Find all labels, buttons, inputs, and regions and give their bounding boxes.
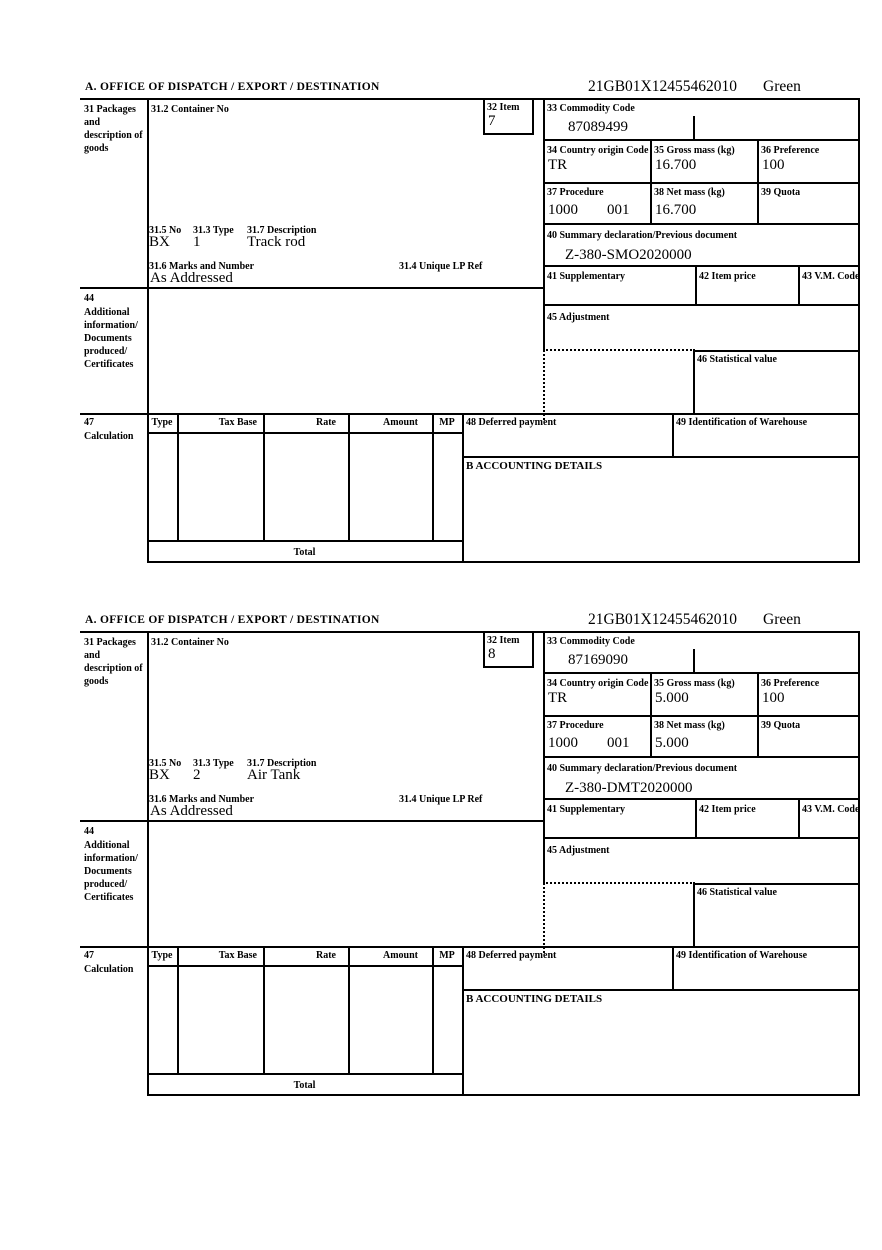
form-line bbox=[543, 837, 860, 839]
form-line bbox=[798, 798, 800, 839]
preference-label: 36 Preference bbox=[761, 678, 820, 689]
calc-col-rate: Rate bbox=[316, 950, 336, 961]
form-line bbox=[695, 265, 697, 306]
form-line bbox=[543, 98, 545, 352]
statistical-value-label: 46 Statistical value bbox=[697, 887, 777, 898]
item-box-label: 32 Item bbox=[487, 635, 520, 646]
form-line bbox=[543, 139, 860, 141]
form-line bbox=[177, 946, 179, 1075]
form-line bbox=[147, 1073, 462, 1075]
commodity-code-value: 87169090 bbox=[568, 652, 628, 668]
form-line bbox=[147, 561, 860, 563]
form-line bbox=[532, 98, 534, 135]
calc-col-amount: Amount bbox=[382, 417, 418, 428]
form-line bbox=[462, 989, 860, 991]
description-label: 31.7 Description bbox=[247, 225, 317, 236]
description-value: Track rod bbox=[247, 234, 306, 250]
supplementary-label: 41 Supplementary bbox=[547, 804, 626, 815]
total-label: Total bbox=[293, 1080, 316, 1091]
preference-value: 100 bbox=[762, 157, 785, 173]
form-line bbox=[483, 98, 485, 135]
form-line bbox=[177, 413, 179, 542]
form-line bbox=[263, 413, 265, 542]
procedure-label: 37 Procedure bbox=[547, 187, 604, 198]
form-line bbox=[757, 672, 759, 758]
gross-mass-label: 35 Gross mass (kg) bbox=[654, 145, 735, 156]
box-44-label: Additional information/ Documents produced/ Certificates bbox=[84, 840, 138, 903]
calc-col-mp: MP bbox=[439, 417, 455, 428]
package-no-label: 31.5 No bbox=[149, 225, 182, 236]
accounting-details-label: B ACCOUNTING DETAILS bbox=[466, 993, 603, 1005]
country-origin-label: 34 Country origin Code bbox=[547, 678, 649, 689]
commodity-code-value: 87089499 bbox=[568, 119, 628, 135]
form-line bbox=[483, 133, 534, 135]
commodity-code-label: 33 Commodity Code bbox=[547, 636, 635, 647]
item-price-label: 42 Item price bbox=[699, 271, 756, 282]
form-line bbox=[693, 350, 860, 352]
form-line bbox=[147, 1094, 860, 1096]
statistical-value-label: 46 Statistical value bbox=[697, 354, 777, 365]
dotted-line bbox=[543, 349, 695, 351]
gross-mass-value: 16.700 bbox=[655, 157, 697, 173]
procedure-label: 37 Procedure bbox=[547, 720, 604, 731]
form-line bbox=[80, 98, 860, 100]
mrn-value: 21GB01X12455462010 bbox=[588, 611, 737, 628]
routing-value: Green bbox=[763, 78, 801, 95]
gross-mass-label: 35 Gross mass (kg) bbox=[654, 678, 735, 689]
dotted-line bbox=[543, 882, 695, 884]
marks-label: 31.6 Marks and Number bbox=[149, 261, 255, 272]
net-mass-label: 38 Net mass (kg) bbox=[654, 720, 725, 731]
preference-value: 100 bbox=[762, 690, 785, 706]
calc-col-mp: MP bbox=[439, 950, 455, 961]
description-label: 31.7 Description bbox=[247, 758, 317, 769]
box-47-label: Calculation bbox=[84, 431, 134, 442]
office-of-dispatch-header: A. OFFICE OF DISPATCH / EXPORT / DESTINATION bbox=[85, 81, 380, 93]
calc-col-amount: Amount bbox=[382, 950, 418, 961]
calc-col-type: Type bbox=[151, 950, 173, 961]
form-line bbox=[348, 946, 350, 1075]
form-line bbox=[80, 413, 860, 415]
marks-value: As Addressed bbox=[150, 270, 233, 286]
net-mass-label: 38 Net mass (kg) bbox=[654, 187, 725, 198]
form-line bbox=[757, 139, 759, 225]
item-box-label: 32 Item bbox=[487, 102, 520, 113]
form-line bbox=[543, 304, 860, 306]
unique-lp-ref-label: 31.4 Unique LP Ref bbox=[399, 261, 483, 272]
form-line bbox=[693, 883, 860, 885]
container-no-label: 31.2 Container No bbox=[151, 637, 229, 648]
form-line bbox=[80, 631, 860, 633]
form-line bbox=[263, 946, 265, 1075]
form-line bbox=[543, 223, 860, 225]
deferred-payment-label: 48 Deferred payment bbox=[466, 417, 557, 428]
routing-value: Green bbox=[763, 611, 801, 628]
mrn-value: 21GB01X12455462010 bbox=[588, 78, 737, 95]
form-line bbox=[693, 116, 695, 141]
summary-declaration-label: 40 Summary declaration/Previous document bbox=[547, 230, 738, 241]
country-origin-value: TR bbox=[548, 690, 568, 706]
marks-label: 31.6 Marks and Number bbox=[149, 794, 255, 805]
unique-lp-ref-label: 31.4 Unique LP Ref bbox=[399, 794, 483, 805]
box-47-number: 47 bbox=[84, 417, 94, 428]
form-line bbox=[147, 540, 462, 542]
preference-label: 36 Preference bbox=[761, 145, 820, 156]
box-47-number: 47 bbox=[84, 950, 94, 961]
quota-label: 39 Quota bbox=[761, 187, 801, 198]
package-type-label: 31.3 Type bbox=[193, 225, 234, 236]
procedure-value-1: 1000 bbox=[548, 202, 578, 218]
form-line bbox=[462, 946, 464, 1096]
form-line bbox=[80, 287, 545, 289]
package-no-label: 31.5 No bbox=[149, 758, 182, 769]
form-line bbox=[483, 631, 485, 668]
box-44-number: 44 bbox=[84, 826, 94, 837]
commodity-code-label: 33 Commodity Code bbox=[547, 103, 635, 114]
form-line bbox=[432, 413, 434, 542]
form-line bbox=[543, 798, 860, 800]
form-line bbox=[858, 631, 860, 1096]
box-31-label: 31 Packages and description of goods bbox=[84, 104, 143, 154]
package-type-value: 2 bbox=[193, 767, 201, 783]
form-line bbox=[693, 649, 695, 674]
adjustment-label: 45 Adjustment bbox=[547, 312, 610, 323]
form-line bbox=[543, 265, 860, 267]
form-line bbox=[693, 883, 695, 948]
box-44-label: Additional information/ Documents produced/ Certificates bbox=[84, 307, 138, 370]
sad-continuation-form bbox=[0, 80, 882, 580]
box-47-label: Calculation bbox=[84, 964, 134, 975]
summary-declaration-value: Z-380-SMO2020000 bbox=[565, 247, 692, 263]
form-line bbox=[543, 672, 860, 674]
container-no-label: 31.2 Container No bbox=[151, 104, 229, 115]
country-origin-value: TR bbox=[548, 157, 568, 173]
procedure-value-2: 001 bbox=[607, 735, 630, 751]
warehouse-label: 49 Identification of Warehouse bbox=[676, 950, 808, 961]
form-line bbox=[798, 265, 800, 306]
form-line bbox=[650, 139, 652, 225]
gross-mass-value: 5.000 bbox=[655, 690, 689, 706]
country-origin-label: 34 Country origin Code bbox=[547, 145, 649, 156]
form-line bbox=[858, 98, 860, 563]
form-line bbox=[543, 756, 860, 758]
item-number-value: 8 bbox=[488, 646, 496, 662]
procedure-value-2: 001 bbox=[607, 202, 630, 218]
form-line bbox=[80, 946, 860, 948]
office-of-dispatch-header: A. OFFICE OF DISPATCH / EXPORT / DESTINATION bbox=[85, 614, 380, 626]
description-value: Air Tank bbox=[247, 767, 301, 783]
item-number-value: 7 bbox=[488, 113, 496, 129]
calc-col-type: Type bbox=[151, 417, 173, 428]
net-mass-value: 5.000 bbox=[655, 735, 689, 751]
form-line bbox=[695, 798, 697, 839]
box-31-label: 31 Packages and description of goods bbox=[84, 637, 143, 687]
form-line bbox=[147, 432, 462, 434]
form-line bbox=[650, 672, 652, 758]
supplementary-label: 41 Supplementary bbox=[547, 271, 626, 282]
box-44-number: 44 bbox=[84, 293, 94, 304]
form-line bbox=[483, 666, 534, 668]
warehouse-label: 49 Identification of Warehouse bbox=[676, 417, 808, 428]
summary-declaration-label: 40 Summary declaration/Previous document bbox=[547, 763, 738, 774]
form-line bbox=[543, 182, 860, 184]
calc-col-taxbase: Tax Base bbox=[218, 950, 257, 961]
procedure-value-1: 1000 bbox=[548, 735, 578, 751]
dotted-line bbox=[543, 883, 545, 953]
form-line bbox=[532, 631, 534, 668]
vm-code-label: 43 V.M. Code bbox=[802, 271, 860, 282]
total-label: Total bbox=[293, 547, 316, 558]
form-line bbox=[693, 350, 695, 415]
item-price-label: 42 Item price bbox=[699, 804, 756, 815]
form-line bbox=[462, 456, 860, 458]
package-code-value: BX bbox=[149, 767, 170, 783]
marks-value: As Addressed bbox=[150, 803, 233, 819]
dotted-line bbox=[543, 350, 545, 420]
sad-continuation-form bbox=[0, 613, 882, 1113]
calc-col-rate: Rate bbox=[316, 417, 336, 428]
package-type-value: 1 bbox=[193, 234, 201, 250]
form-line bbox=[543, 631, 545, 885]
form-line bbox=[672, 946, 674, 991]
package-code-value: BX bbox=[149, 234, 170, 250]
form-line bbox=[432, 946, 434, 1075]
quota-label: 39 Quota bbox=[761, 720, 801, 731]
form-line bbox=[147, 965, 462, 967]
form-line bbox=[80, 820, 545, 822]
net-mass-value: 16.700 bbox=[655, 202, 697, 218]
vm-code-label: 43 V.M. Code bbox=[802, 804, 860, 815]
summary-declaration-value: Z-380-DMT2020000 bbox=[565, 780, 693, 796]
adjustment-label: 45 Adjustment bbox=[547, 845, 610, 856]
accounting-details-label: B ACCOUNTING DETAILS bbox=[466, 460, 603, 472]
form-line bbox=[462, 413, 464, 563]
form-line bbox=[348, 413, 350, 542]
form-line bbox=[672, 413, 674, 458]
package-type-label: 31.3 Type bbox=[193, 758, 234, 769]
form-line bbox=[543, 715, 860, 717]
calc-col-taxbase: Tax Base bbox=[218, 417, 257, 428]
deferred-payment-label: 48 Deferred payment bbox=[466, 950, 557, 961]
